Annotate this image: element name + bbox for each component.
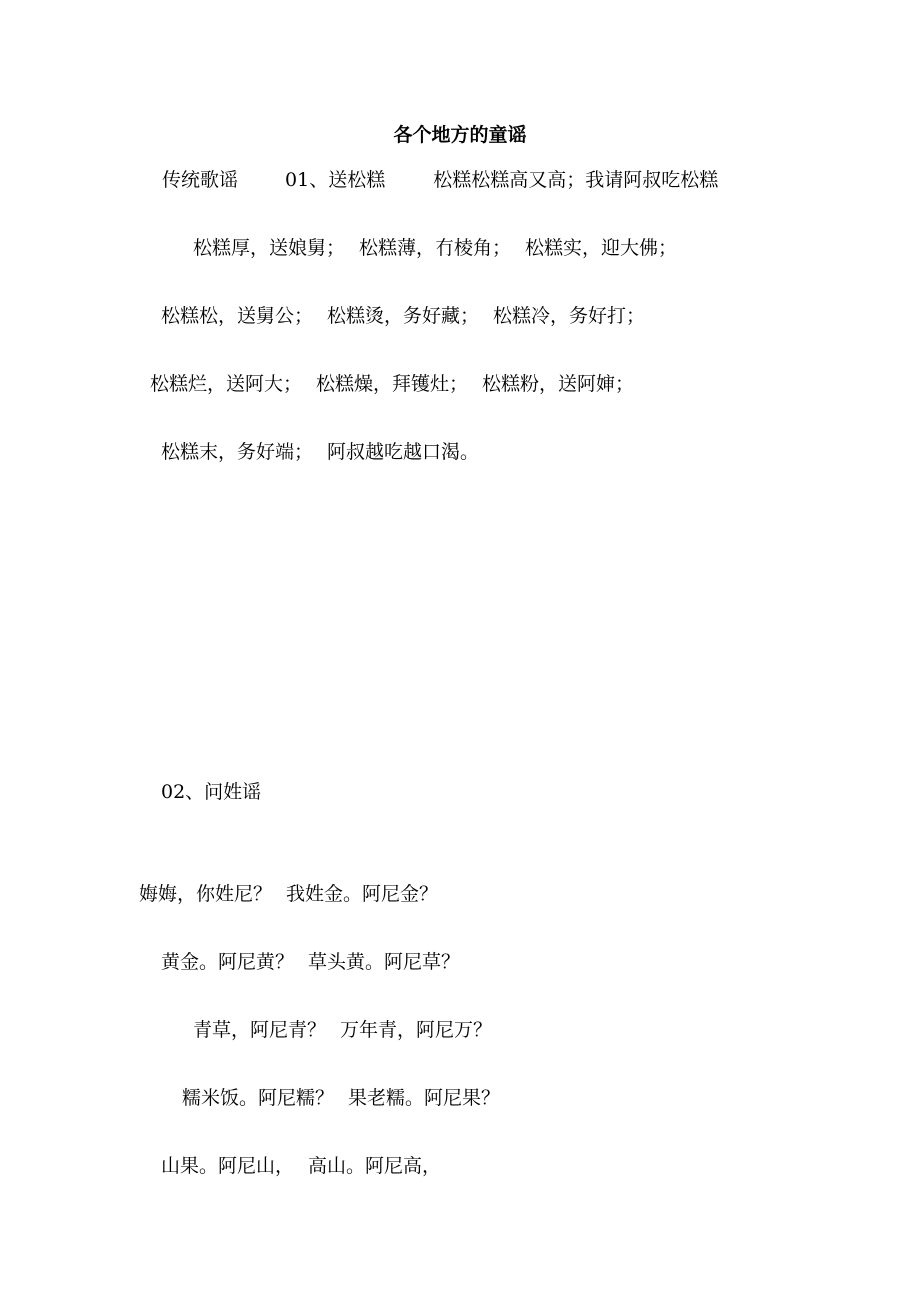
- song1-header-line: [162, 167, 718, 193]
- verse-phrase: 松糕燥，拜镬灶；: [316, 373, 469, 395]
- verse-phrase: 果老糯。阿尼果？: [348, 1087, 501, 1109]
- verse-phrase: 青草，阿尼青？: [193, 1019, 327, 1041]
- verse-phrase: 松糕实，迎大佛；: [525, 237, 678, 259]
- song2-verse-line-4: [182, 1085, 500, 1111]
- verse-phrase: 我姓金。阿尼金？: [286, 883, 439, 905]
- song2-heading: 02、问姓谣: [161, 781, 262, 803]
- song1-category: 传统歌谣: [162, 169, 239, 191]
- verse-phrase: 松糕厚，送娘舅；: [193, 237, 346, 259]
- song1-verse-line-2: [161, 303, 645, 329]
- song1-verse-line-3: [150, 371, 634, 397]
- song1-heading: 01、送松糕: [285, 169, 386, 191]
- song2-verse-line-1: [139, 881, 438, 907]
- song1-verse-line-4: [161, 439, 479, 465]
- song2-verse-line-2: [161, 949, 460, 975]
- verse-phrase: 草头黄。阿尼草？: [308, 951, 461, 973]
- verse-phrase: 松糕粉，送阿婶；: [482, 373, 635, 395]
- song2-verse-line-5: [161, 1153, 441, 1179]
- song1-verse-line-1: [193, 235, 677, 261]
- verse-phrase: 松糕冷，务好打；: [493, 305, 646, 327]
- verse-phrase: 松糕末，务好端；: [161, 441, 314, 463]
- verse-phrase: 糯米饭。阿尼糯？: [182, 1087, 335, 1109]
- verse-phrase: 松糕松，送舅公；: [161, 305, 314, 327]
- song1-first-line: 松糕松糕高又高；我请阿叔吃松糕: [433, 169, 719, 191]
- verse-phrase: 山果。阿尼山，: [161, 1155, 295, 1177]
- document-title: 各个地方的童谣: [393, 124, 527, 146]
- verse-phrase: 阿叔越吃越口渴。: [327, 441, 480, 463]
- verse-phrase: 娒娒，你姓尼？: [139, 883, 273, 905]
- song2-verse-line-3: [193, 1017, 492, 1043]
- verse-phrase: 万年青，阿尼万？: [340, 1019, 493, 1041]
- verse-phrase: 黄金。阿尼黄？: [161, 951, 295, 973]
- verse-phrase: 松糕烫，务好藏；: [327, 305, 480, 327]
- verse-phrase: 高山。阿尼高，: [308, 1155, 442, 1177]
- verse-phrase: 松糕薄，冇棱角；: [359, 237, 512, 259]
- verse-phrase: 松糕烂，送阿大；: [150, 373, 303, 395]
